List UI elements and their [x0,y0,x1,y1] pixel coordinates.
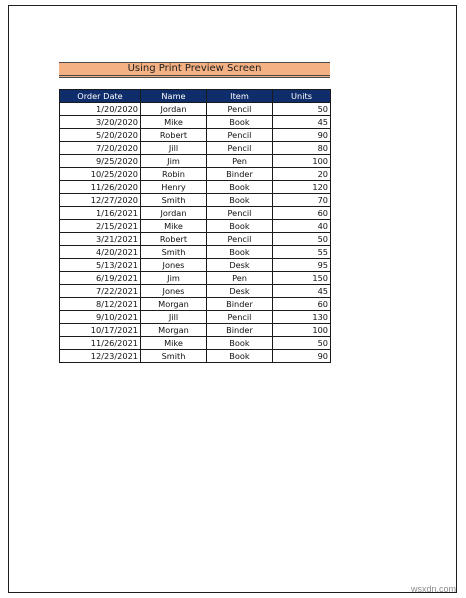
units-cell: 90 [273,129,331,142]
order-date-cell: 3/21/2021 [60,233,141,246]
item-cell: Pencil [207,142,273,155]
order-date-cell: 6/19/2021 [60,272,141,285]
order-date-cell: 1/20/2020 [60,103,141,116]
item-cell: Binder [207,168,273,181]
order-date-cell: 2/15/2021 [60,220,141,233]
units-cell: 45 [273,285,331,298]
name-cell: Smith [141,350,207,363]
table-row [60,116,331,129]
units-cell: 120 [273,181,331,194]
table-row [60,168,331,181]
header-units: Units [273,90,331,103]
order-date-cell: 12/27/2020 [60,194,141,207]
sheet-title: Using Print Preview Screen [59,62,330,78]
name-cell: Jones [141,285,207,298]
name-cell: Mike [141,116,207,129]
order-date-cell: 7/20/2020 [60,142,141,155]
name-cell: Jill [141,142,207,155]
name-cell: Mike [141,220,207,233]
name-cell: Jordan [141,207,207,220]
table-row [60,181,331,194]
item-cell: Book [207,116,273,129]
order-date-cell: 5/13/2021 [60,259,141,272]
item-cell: Binder [207,324,273,337]
units-cell: 40 [273,220,331,233]
order-date-cell: 10/25/2020 [60,168,141,181]
order-date-cell: 9/10/2021 [60,311,141,324]
table-row [60,155,331,168]
name-cell: Robin [141,168,207,181]
units-cell: 90 [273,350,331,363]
table-row [60,103,331,116]
units-cell: 60 [273,298,331,311]
table-body [60,103,331,363]
order-date-cell: 1/16/2021 [60,207,141,220]
table-header [60,90,331,103]
name-cell: Morgan [141,324,207,337]
order-date-cell: 11/26/2021 [60,337,141,350]
table-row [60,220,331,233]
table-row [60,142,331,155]
units-cell: 95 [273,259,331,272]
watermark: wsxdn.com [410,584,456,594]
units-cell: 60 [273,207,331,220]
item-cell: Binder [207,298,273,311]
name-cell: Henry [141,181,207,194]
table-row [60,272,331,285]
table-row [60,285,331,298]
table-row [60,207,331,220]
orders-table [59,89,331,363]
item-cell: Book [207,194,273,207]
name-cell: Jordan [141,103,207,116]
name-cell: Jones [141,259,207,272]
order-date-cell: 5/20/2020 [60,129,141,142]
name-cell: Robert [141,233,207,246]
item-cell: Pencil [207,207,273,220]
name-cell: Jill [141,311,207,324]
table-row [60,324,331,337]
header-item: Item [207,90,273,103]
table-row [60,298,331,311]
name-cell: Smith [141,246,207,259]
header-order-date: Order Date [60,90,141,103]
table-row [60,233,331,246]
units-cell: 80 [273,142,331,155]
name-cell: Morgan [141,298,207,311]
item-cell: Desk [207,285,273,298]
name-cell: Robert [141,129,207,142]
units-cell: 100 [273,324,331,337]
table-row [60,194,331,207]
order-date-cell: 4/20/2021 [60,246,141,259]
units-cell: 50 [273,103,331,116]
units-cell: 50 [273,233,331,246]
item-cell: Book [207,246,273,259]
item-cell: Book [207,220,273,233]
order-date-cell: 9/25/2020 [60,155,141,168]
units-cell: 150 [273,272,331,285]
table-row [60,337,331,350]
table-row [60,246,331,259]
header-row [60,90,331,103]
units-cell: 20 [273,168,331,181]
item-cell: Book [207,337,273,350]
units-cell: 50 [273,337,331,350]
units-cell: 130 [273,311,331,324]
table-row [60,350,331,363]
units-cell: 100 [273,155,331,168]
header-name: Name [141,90,207,103]
units-cell: 45 [273,116,331,129]
order-date-cell: 12/23/2021 [60,350,141,363]
item-cell: Pen [207,155,273,168]
item-cell: Pencil [207,311,273,324]
name-cell: Jim [141,272,207,285]
name-cell: Mike [141,337,207,350]
name-cell: Jim [141,155,207,168]
item-cell: Desk [207,259,273,272]
name-cell: Smith [141,194,207,207]
item-cell: Book [207,181,273,194]
item-cell: Book [207,350,273,363]
order-date-cell: 8/12/2021 [60,298,141,311]
item-cell: Pencil [207,233,273,246]
table-row [60,259,331,272]
order-date-cell: 7/22/2021 [60,285,141,298]
order-date-cell: 3/20/2020 [60,116,141,129]
item-cell: Pencil [207,103,273,116]
item-cell: Pencil [207,129,273,142]
units-cell: 55 [273,246,331,259]
item-cell: Pen [207,272,273,285]
table-row [60,311,331,324]
order-date-cell: 10/17/2021 [60,324,141,337]
table-row [60,129,331,142]
units-cell: 70 [273,194,331,207]
order-date-cell: 11/26/2020 [60,181,141,194]
